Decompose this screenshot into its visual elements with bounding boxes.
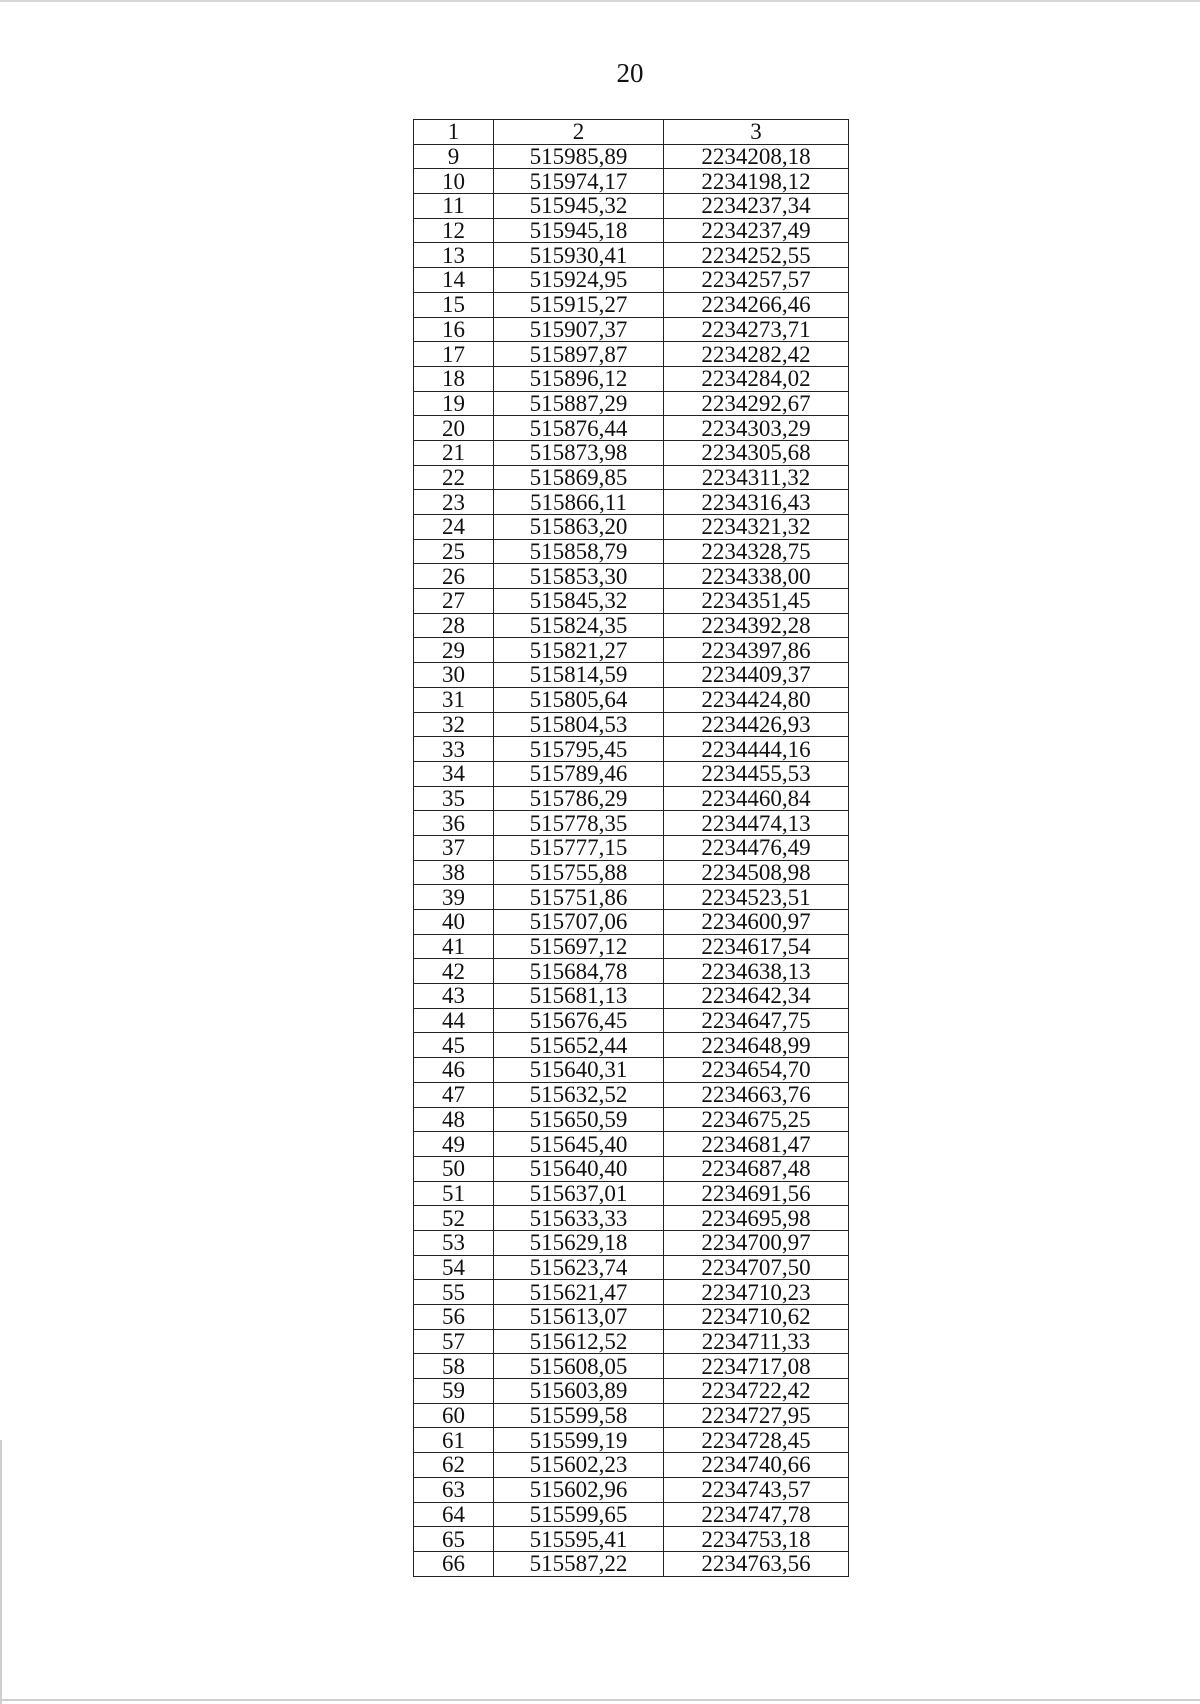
x-coordinate-cell: 515845,32 (494, 589, 664, 614)
x-coordinate-cell: 515974,17 (494, 169, 664, 194)
y-coordinate-cell: 2234476,49 (664, 835, 849, 860)
point-number-cell: 63 (414, 1477, 494, 1502)
table-row (414, 613, 849, 638)
x-coordinate-cell: 515804,53 (494, 712, 664, 737)
x-coordinate-cell: 515650,59 (494, 1107, 664, 1132)
y-coordinate-cell: 2234444,16 (664, 737, 849, 762)
x-coordinate-cell: 515887,29 (494, 391, 664, 416)
x-coordinate-cell: 515637,01 (494, 1181, 664, 1206)
y-coordinate-cell: 2234305,68 (664, 440, 849, 465)
column-header-1: 1 (414, 120, 494, 145)
x-coordinate-cell: 515621,47 (494, 1280, 664, 1305)
table-row (414, 342, 849, 367)
table-row (414, 539, 849, 564)
x-coordinate-cell: 515707,06 (494, 910, 664, 935)
point-number-cell: 14 (414, 268, 494, 293)
point-number-cell: 18 (414, 366, 494, 391)
point-number-cell: 23 (414, 490, 494, 515)
y-coordinate-cell: 2234328,75 (664, 539, 849, 564)
table-row (414, 786, 849, 811)
table-row (414, 712, 849, 737)
table-row (414, 1502, 849, 1527)
table-body (414, 144, 849, 1576)
table-row (414, 1058, 849, 1083)
y-coordinate-cell: 2234426,93 (664, 712, 849, 737)
point-number-cell: 62 (414, 1453, 494, 1478)
point-number-cell: 21 (414, 440, 494, 465)
point-number-cell: 61 (414, 1428, 494, 1453)
y-coordinate-cell: 2234252,55 (664, 243, 849, 268)
x-coordinate-cell: 515814,59 (494, 663, 664, 688)
point-number-cell: 19 (414, 391, 494, 416)
point-number-cell: 55 (414, 1280, 494, 1305)
y-coordinate-cell: 2234257,57 (664, 268, 849, 293)
table-row (414, 366, 849, 391)
x-coordinate-cell: 515602,96 (494, 1477, 664, 1502)
y-coordinate-cell: 2234321,32 (664, 515, 849, 540)
x-coordinate-cell: 515778,35 (494, 811, 664, 836)
x-coordinate-cell: 515755,88 (494, 860, 664, 885)
y-coordinate-cell: 2234237,49 (664, 218, 849, 243)
y-coordinate-cell: 2234338,00 (664, 564, 849, 589)
point-number-cell: 39 (414, 885, 494, 910)
table-row (414, 910, 849, 935)
table-row (414, 1305, 849, 1330)
x-coordinate-cell: 515587,22 (494, 1551, 664, 1576)
point-number-cell: 30 (414, 663, 494, 688)
y-coordinate-cell: 2234707,50 (664, 1255, 849, 1280)
table-row (414, 416, 849, 441)
point-number-cell: 25 (414, 539, 494, 564)
y-coordinate-cell: 2234508,98 (664, 860, 849, 885)
y-coordinate-cell: 2234711,33 (664, 1329, 849, 1354)
table-row (414, 761, 849, 786)
x-coordinate-cell: 515613,07 (494, 1305, 664, 1330)
table-row (414, 737, 849, 762)
point-number-cell: 31 (414, 687, 494, 712)
y-coordinate-cell: 2234753,18 (664, 1527, 849, 1552)
x-coordinate-cell: 515786,29 (494, 786, 664, 811)
x-coordinate-cell: 515897,87 (494, 342, 664, 367)
y-coordinate-cell: 2234266,46 (664, 292, 849, 317)
table-row (414, 1132, 849, 1157)
y-coordinate-cell: 2234316,43 (664, 490, 849, 515)
x-coordinate-cell: 515623,74 (494, 1255, 664, 1280)
y-coordinate-cell: 2234351,45 (664, 589, 849, 614)
point-number-cell: 57 (414, 1329, 494, 1354)
x-coordinate-cell: 515945,18 (494, 218, 664, 243)
x-coordinate-cell: 515599,58 (494, 1403, 664, 1428)
point-number-cell: 40 (414, 910, 494, 935)
point-number-cell: 49 (414, 1132, 494, 1157)
y-coordinate-cell: 2234687,48 (664, 1156, 849, 1181)
point-number-cell: 56 (414, 1305, 494, 1330)
x-coordinate-cell: 515697,12 (494, 934, 664, 959)
point-number-cell: 12 (414, 218, 494, 243)
table-row (414, 1206, 849, 1231)
x-coordinate-cell: 515863,20 (494, 515, 664, 540)
table-row (414, 1379, 849, 1404)
y-coordinate-cell: 2234675,25 (664, 1107, 849, 1132)
point-number-cell: 46 (414, 1058, 494, 1083)
x-coordinate-cell: 515858,79 (494, 539, 664, 564)
table-header-row (414, 120, 849, 145)
table-row (414, 440, 849, 465)
table-row (414, 589, 849, 614)
x-coordinate-cell: 515684,78 (494, 959, 664, 984)
y-coordinate-cell: 2234691,56 (664, 1181, 849, 1206)
x-coordinate-cell: 515876,44 (494, 416, 664, 441)
table-row (414, 1354, 849, 1379)
y-coordinate-cell: 2234654,70 (664, 1058, 849, 1083)
y-coordinate-cell: 2234647,75 (664, 1008, 849, 1033)
table-row (414, 317, 849, 342)
x-coordinate-cell: 515632,52 (494, 1082, 664, 1107)
table-row (414, 885, 849, 910)
point-number-cell: 20 (414, 416, 494, 441)
point-number-cell: 54 (414, 1255, 494, 1280)
point-number-cell: 37 (414, 835, 494, 860)
coordinates-table (413, 119, 849, 1577)
table-row (414, 1329, 849, 1354)
y-coordinate-cell: 2234722,42 (664, 1379, 849, 1404)
point-number-cell: 59 (414, 1379, 494, 1404)
table-row (414, 663, 849, 688)
x-coordinate-cell: 515612,52 (494, 1329, 664, 1354)
y-coordinate-cell: 2234740,66 (664, 1453, 849, 1478)
point-number-cell: 34 (414, 761, 494, 786)
x-coordinate-cell: 515608,05 (494, 1354, 664, 1379)
point-number-cell: 64 (414, 1502, 494, 1527)
x-coordinate-cell: 515873,98 (494, 440, 664, 465)
y-coordinate-cell: 2234292,67 (664, 391, 849, 416)
point-number-cell: 43 (414, 984, 494, 1009)
y-coordinate-cell: 2234198,12 (664, 169, 849, 194)
y-coordinate-cell: 2234208,18 (664, 144, 849, 169)
point-number-cell: 48 (414, 1107, 494, 1132)
point-number-cell: 58 (414, 1354, 494, 1379)
point-number-cell: 35 (414, 786, 494, 811)
y-coordinate-cell: 2234474,13 (664, 811, 849, 836)
table-row (414, 1403, 849, 1428)
scan-left-edge (0, 1440, 2, 1704)
y-coordinate-cell: 2234743,57 (664, 1477, 849, 1502)
y-coordinate-cell: 2234397,86 (664, 638, 849, 663)
x-coordinate-cell: 515915,27 (494, 292, 664, 317)
y-coordinate-cell: 2234717,08 (664, 1354, 849, 1379)
point-number-cell: 66 (414, 1551, 494, 1576)
scan-bottom-edge (0, 1699, 1200, 1701)
point-number-cell: 24 (414, 515, 494, 540)
table-row (414, 1181, 849, 1206)
point-number-cell: 53 (414, 1230, 494, 1255)
table-row (414, 1107, 849, 1132)
point-number-cell: 60 (414, 1403, 494, 1428)
table-row (414, 243, 849, 268)
table-row (414, 959, 849, 984)
x-coordinate-cell: 515795,45 (494, 737, 664, 762)
x-coordinate-cell: 515777,15 (494, 835, 664, 860)
y-coordinate-cell: 2234392,28 (664, 613, 849, 638)
x-coordinate-cell: 515599,65 (494, 1502, 664, 1527)
table-row (414, 811, 849, 836)
point-number-cell: 42 (414, 959, 494, 984)
table-row (414, 218, 849, 243)
y-coordinate-cell: 2234284,02 (664, 366, 849, 391)
point-number-cell: 10 (414, 169, 494, 194)
x-coordinate-cell: 515945,32 (494, 194, 664, 219)
page-number: 20 (616, 58, 644, 88)
point-number-cell: 45 (414, 1033, 494, 1058)
point-number-cell: 16 (414, 317, 494, 342)
table-row (414, 144, 849, 169)
y-coordinate-cell: 2234600,97 (664, 910, 849, 935)
x-coordinate-cell: 515930,41 (494, 243, 664, 268)
table-row (414, 1280, 849, 1305)
table-row (414, 1033, 849, 1058)
table-row (414, 860, 849, 885)
x-coordinate-cell: 515640,31 (494, 1058, 664, 1083)
table-row (414, 391, 849, 416)
table-row (414, 169, 849, 194)
point-number-cell: 15 (414, 292, 494, 317)
point-number-cell: 41 (414, 934, 494, 959)
y-coordinate-cell: 2234409,37 (664, 663, 849, 688)
point-number-cell: 47 (414, 1082, 494, 1107)
y-coordinate-cell: 2234728,45 (664, 1428, 849, 1453)
y-coordinate-cell: 2234681,47 (664, 1132, 849, 1157)
x-coordinate-cell: 515907,37 (494, 317, 664, 342)
y-coordinate-cell: 2234727,95 (664, 1403, 849, 1428)
point-number-cell: 22 (414, 465, 494, 490)
x-coordinate-cell: 515751,86 (494, 885, 664, 910)
table-row (414, 934, 849, 959)
y-coordinate-cell: 2234455,53 (664, 761, 849, 786)
point-number-cell: 44 (414, 1008, 494, 1033)
x-coordinate-cell: 515805,64 (494, 687, 664, 712)
x-coordinate-cell: 515681,13 (494, 984, 664, 1009)
x-coordinate-cell: 515599,19 (494, 1428, 664, 1453)
y-coordinate-cell: 2234273,71 (664, 317, 849, 342)
table-row (414, 687, 849, 712)
x-coordinate-cell: 515603,89 (494, 1379, 664, 1404)
column-header-3: 3 (664, 120, 849, 145)
y-coordinate-cell: 2234700,97 (664, 1230, 849, 1255)
x-coordinate-cell: 515640,40 (494, 1156, 664, 1181)
x-coordinate-cell: 515633,33 (494, 1206, 664, 1231)
x-coordinate-cell: 515789,46 (494, 761, 664, 786)
table-row (414, 1008, 849, 1033)
point-number-cell: 28 (414, 613, 494, 638)
y-coordinate-cell: 2234282,42 (664, 342, 849, 367)
point-number-cell: 17 (414, 342, 494, 367)
y-coordinate-cell: 2234695,98 (664, 1206, 849, 1231)
table-row (414, 515, 849, 540)
y-coordinate-cell: 2234763,56 (664, 1551, 849, 1576)
point-number-cell: 32 (414, 712, 494, 737)
table-row (414, 638, 849, 663)
y-coordinate-cell: 2234523,51 (664, 885, 849, 910)
point-number-cell: 36 (414, 811, 494, 836)
x-coordinate-cell: 515645,40 (494, 1132, 664, 1157)
x-coordinate-cell: 515896,12 (494, 366, 664, 391)
point-number-cell: 38 (414, 860, 494, 885)
x-coordinate-cell: 515985,89 (494, 144, 664, 169)
table-row (414, 292, 849, 317)
table-row (414, 194, 849, 219)
x-coordinate-cell: 515824,35 (494, 613, 664, 638)
y-coordinate-cell: 2234663,76 (664, 1082, 849, 1107)
point-number-cell: 13 (414, 243, 494, 268)
point-number-cell: 52 (414, 1206, 494, 1231)
y-coordinate-cell: 2234747,78 (664, 1502, 849, 1527)
table-row (414, 835, 849, 860)
table-row (414, 1527, 849, 1552)
y-coordinate-cell: 2234638,13 (664, 959, 849, 984)
y-coordinate-cell: 2234460,84 (664, 786, 849, 811)
scan-top-edge (0, 0, 1200, 2)
table-row (414, 465, 849, 490)
point-number-cell: 51 (414, 1181, 494, 1206)
y-coordinate-cell: 2234710,62 (664, 1305, 849, 1330)
table-row (414, 1551, 849, 1576)
point-number-cell: 9 (414, 144, 494, 169)
point-number-cell: 29 (414, 638, 494, 663)
x-coordinate-cell: 515629,18 (494, 1230, 664, 1255)
table-row (414, 1428, 849, 1453)
table-row (414, 564, 849, 589)
table-row (414, 268, 849, 293)
y-coordinate-cell: 2234303,29 (664, 416, 849, 441)
table-row (414, 1230, 849, 1255)
table-row (414, 1453, 849, 1478)
x-coordinate-cell: 515866,11 (494, 490, 664, 515)
point-number-cell: 65 (414, 1527, 494, 1552)
point-number-cell: 27 (414, 589, 494, 614)
table-row (414, 1156, 849, 1181)
table-row (414, 984, 849, 1009)
table-row (414, 1255, 849, 1280)
column-header-2: 2 (494, 120, 664, 145)
point-number-cell: 11 (414, 194, 494, 219)
table-row (414, 490, 849, 515)
y-coordinate-cell: 2234648,99 (664, 1033, 849, 1058)
point-number-cell: 26 (414, 564, 494, 589)
x-coordinate-cell: 515676,45 (494, 1008, 664, 1033)
x-coordinate-cell: 515924,95 (494, 268, 664, 293)
x-coordinate-cell: 515602,23 (494, 1453, 664, 1478)
x-coordinate-cell: 515595,41 (494, 1527, 664, 1552)
table-row (414, 1082, 849, 1107)
y-coordinate-cell: 2234642,34 (664, 984, 849, 1009)
y-coordinate-cell: 2234710,23 (664, 1280, 849, 1305)
x-coordinate-cell: 515853,30 (494, 564, 664, 589)
point-number-cell: 50 (414, 1156, 494, 1181)
y-coordinate-cell: 2234311,32 (664, 465, 849, 490)
point-number-cell: 33 (414, 737, 494, 762)
x-coordinate-cell: 515652,44 (494, 1033, 664, 1058)
x-coordinate-cell: 515821,27 (494, 638, 664, 663)
table-row (414, 1477, 849, 1502)
y-coordinate-cell: 2234237,34 (664, 194, 849, 219)
x-coordinate-cell: 515869,85 (494, 465, 664, 490)
y-coordinate-cell: 2234617,54 (664, 934, 849, 959)
y-coordinate-cell: 2234424,80 (664, 687, 849, 712)
